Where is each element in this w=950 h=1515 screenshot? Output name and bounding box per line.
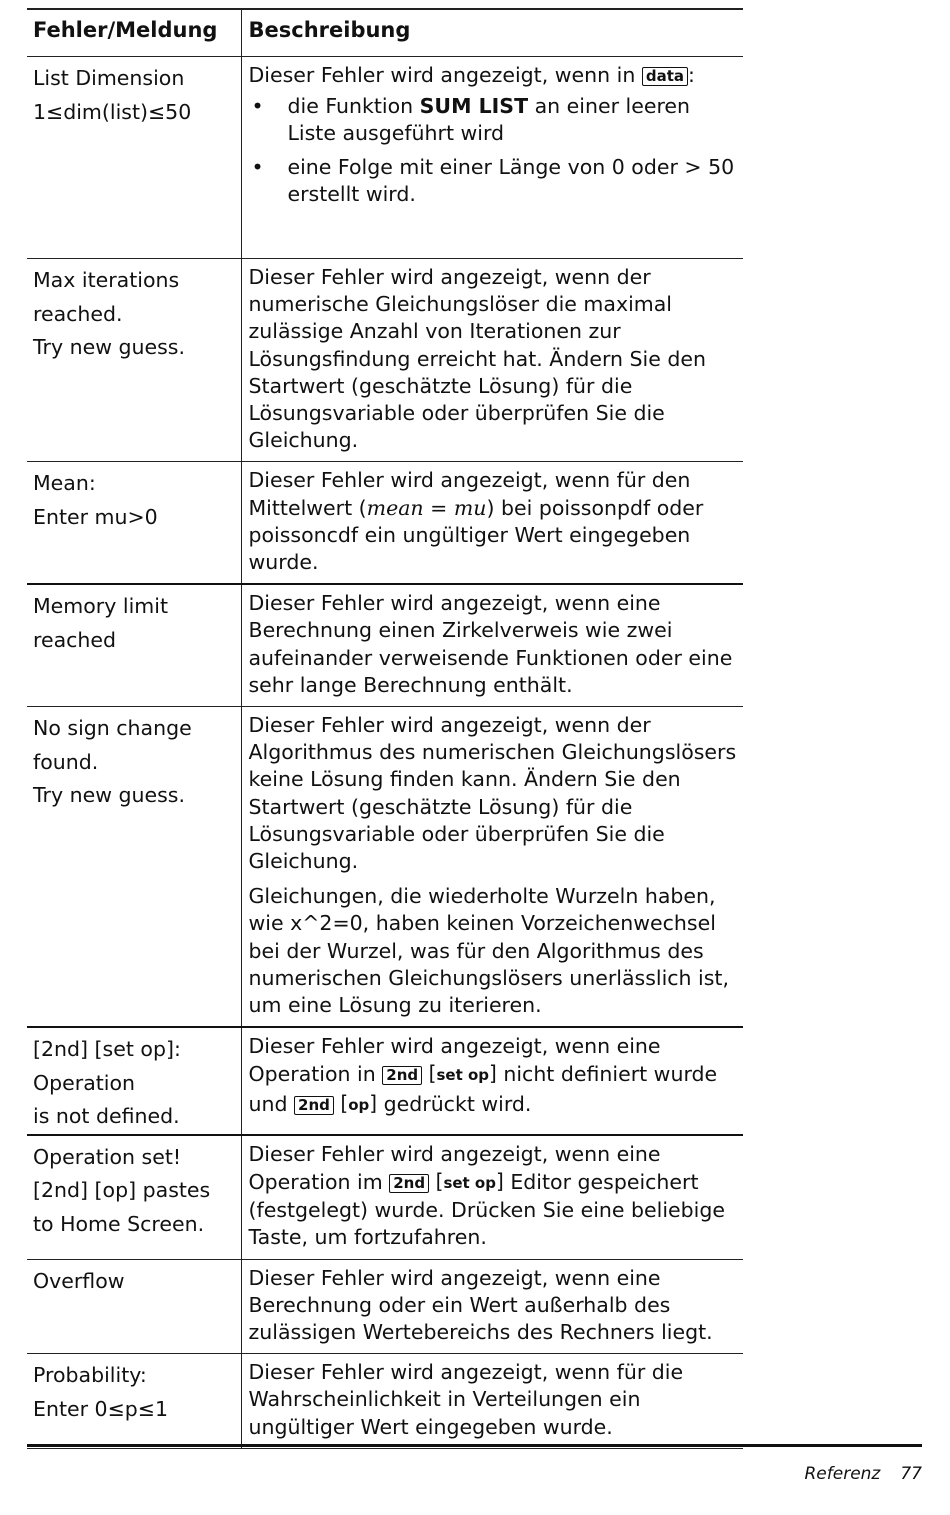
set-op-key: [set op] bbox=[428, 1061, 497, 1086]
data-key: data bbox=[642, 67, 688, 86]
error-cell bbox=[27, 1354, 241, 1449]
description-text: Gleichungen, die wiederholte Wurzeln haben, wie x^2=0, haben keinen Vorzeichenwechsel bei der Wurzel, was für den Algorithmus des numerischen Gleichungslösers unerlässlich ist, um eine Lösung zu iterieren. bbox=[248, 884, 729, 1018]
table-row bbox=[27, 584, 743, 706]
set-op-key-label: set op bbox=[443, 1173, 496, 1192]
header-error: Fehler/Meldung bbox=[27, 9, 241, 57]
description-cell bbox=[241, 259, 743, 462]
error-line: Mean: bbox=[33, 471, 96, 496]
table-row bbox=[27, 1259, 743, 1354]
description-text: Dieser Fehler wird angezeigt, wenn der numerische Gleichungslöser die maximal zulässige Anzahl von Iterationen zur Lösungsfindung erreicht hat. Ändern Sie den Startwert (geschätzte Lösung) für die Lösungsvariable oder überprüfen Sie die Gleichung. bbox=[248, 265, 706, 453]
table-row bbox=[27, 259, 743, 462]
error-line: Operation bbox=[33, 1070, 136, 1095]
error-cell bbox=[27, 57, 241, 259]
error-line: found. bbox=[33, 749, 99, 774]
table-header-row bbox=[27, 9, 743, 57]
error-line: Overflow bbox=[33, 1268, 125, 1293]
error-line: to Home Screen. bbox=[33, 1211, 205, 1236]
error-line: No sign change bbox=[33, 716, 192, 741]
description-text: Editor gespeichert (festgelegt) wurde. Drücken Sie eine beliebige Taste, um fortzufahren. bbox=[248, 1169, 725, 1250]
description-text: Dieser Fehler wird angezeigt, wenn für die Wahrscheinlichkeit in Verteilungen ein ungültiger Wert eingegeben wurde. bbox=[248, 1360, 684, 1439]
description-text: Dieser Fehler wird angezeigt, wenn in bbox=[248, 63, 636, 87]
error-line: 1≤dim(list)≤50 bbox=[33, 99, 192, 124]
bullet-text: an einer leeren Liste ausgeführt wird bbox=[287, 94, 691, 146]
description-cell bbox=[241, 1354, 743, 1449]
bullet-icon: • bbox=[251, 94, 264, 119]
error-line: Operation set! bbox=[33, 1144, 182, 1169]
description-text: nicht definiert wurde und bbox=[248, 1062, 718, 1116]
second-key: 2nd bbox=[294, 1096, 334, 1115]
error-cell bbox=[27, 462, 241, 584]
error-line: Enter mu>0 bbox=[33, 504, 158, 529]
description-text: ) bei poissonpdf oder poissoncdf ein ungültiger Wert eingegeben wurde. bbox=[248, 495, 704, 575]
bullet-icon: • bbox=[251, 154, 264, 179]
footer-rule bbox=[27, 1444, 922, 1447]
error-line: Try new guess. bbox=[33, 335, 185, 359]
description-text: Dieser Fehler wird angezeigt, wenn eine Berechnung einen Zirkelverweis wie zwei aufeinander verweisende Funktionen oder eine sehr lange Berechnung enthält. bbox=[248, 591, 733, 697]
description-text: Dieser Fehler wird angezeigt, wenn eine Operation in bbox=[248, 1034, 661, 1087]
table-row bbox=[27, 1027, 743, 1135]
error-line: Max iterations bbox=[33, 268, 180, 292]
error-line: is not defined. bbox=[33, 1104, 180, 1129]
description-cell bbox=[241, 1135, 743, 1259]
description-cell bbox=[241, 707, 743, 1028]
description-text: Dieser Fehler wird angezeigt, wenn eine Operation im bbox=[248, 1141, 661, 1194]
error-line: Memory limit bbox=[33, 594, 168, 619]
error-line: Probability: bbox=[33, 1363, 147, 1388]
math-expression: mean = mu bbox=[366, 495, 487, 520]
table-row bbox=[27, 1135, 743, 1259]
description-cell bbox=[241, 462, 743, 584]
footer-section: Referenz bbox=[804, 1464, 881, 1484]
table-row bbox=[27, 57, 743, 259]
error-line: reached bbox=[33, 627, 117, 652]
op-key-label: op bbox=[348, 1095, 370, 1114]
header-description: Beschreibung bbox=[241, 9, 743, 57]
bullet-text: die Funktion bbox=[287, 94, 414, 119]
bullet-item bbox=[249, 93, 738, 147]
page-number: 77 bbox=[900, 1464, 922, 1484]
description-text: gedrückt wird. bbox=[383, 1091, 532, 1116]
error-message-table bbox=[27, 8, 743, 1449]
error-cell bbox=[27, 1259, 241, 1354]
description-text: Dieser Fehler wird angezeigt, wenn der Algorithmus des numerischen Gleichungslösers keine Lösung finden kann. Ändern Sie den Startwert (geschätzte Lösung) für die Lösungsvariable oder überprüfen Sie die Gleichung. bbox=[248, 713, 737, 874]
error-cell bbox=[27, 259, 241, 462]
error-cell bbox=[27, 1027, 241, 1135]
set-op-key-label: set op bbox=[436, 1066, 490, 1085]
error-cell bbox=[27, 1135, 241, 1259]
bullet-item bbox=[249, 154, 738, 208]
error-cell bbox=[27, 707, 241, 1028]
bullet-text: eine Folge mit einer Länge von 0 oder > 50 erstellt wird. bbox=[287, 154, 735, 206]
description-cell bbox=[241, 584, 743, 706]
description-text: : bbox=[688, 63, 695, 87]
op-key: [op] bbox=[340, 1090, 378, 1115]
description-cell bbox=[241, 1027, 743, 1135]
description-text: Dieser Fehler wird angezeigt, wenn eine Berechnung oder ein Wert außerhalb des zulässigen Wertebereichs des Rechners liegt. bbox=[248, 1265, 713, 1344]
table-row bbox=[27, 462, 743, 584]
table-row bbox=[27, 1354, 743, 1449]
description-cell bbox=[241, 57, 743, 259]
set-op-key: [set op] bbox=[435, 1168, 504, 1193]
error-line: [2nd] [op] pastes bbox=[33, 1178, 211, 1203]
description-text: Dieser Fehler wird angezeigt, wenn für den Mittelwert ( bbox=[248, 468, 691, 520]
bullet-bold-text: SUM LIST bbox=[419, 94, 529, 119]
error-line: reached. bbox=[33, 301, 123, 326]
error-line: Try new guess. bbox=[33, 783, 185, 808]
error-cell bbox=[27, 584, 241, 706]
page-footer bbox=[804, 1464, 922, 1484]
second-key: 2nd bbox=[382, 1066, 422, 1085]
error-line: List Dimension bbox=[33, 66, 185, 90]
description-cell bbox=[241, 1259, 743, 1354]
error-line: Enter 0≤p≤1 bbox=[33, 1396, 168, 1421]
table-row bbox=[27, 707, 743, 1028]
error-line: [2nd] [set op]: bbox=[33, 1037, 181, 1062]
second-key: 2nd bbox=[389, 1174, 429, 1193]
